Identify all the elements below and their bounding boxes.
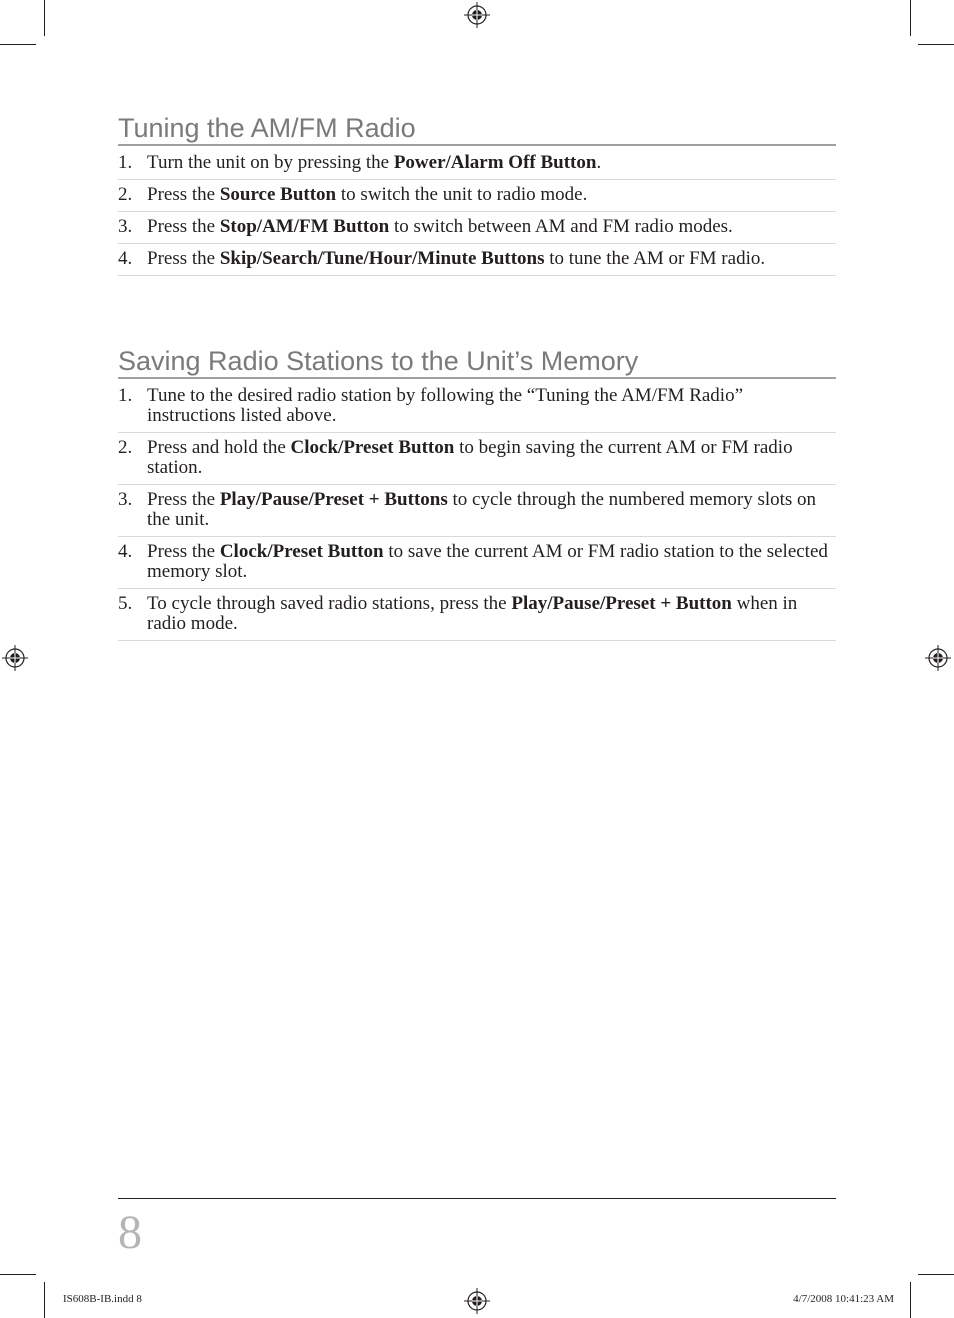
list-item: [118, 244, 836, 276]
list-item: [118, 212, 836, 244]
list-item: [118, 180, 836, 212]
step-text: .: [596, 152, 602, 173]
crop-mark: [44, 1282, 45, 1318]
step-text: Press the: [147, 184, 220, 205]
tuning-steps-list: [118, 148, 836, 276]
step-text: Press the: [147, 541, 220, 562]
step-number: 2.: [118, 437, 133, 458]
step-text: to tune the AM or FM radio.: [544, 248, 766, 269]
list-item: [118, 485, 836, 537]
step-button-name: Play/Pause/Preset + Buttons: [219, 489, 448, 510]
step-number: 2.: [118, 184, 133, 205]
step-button-name: Play/Pause/Preset + Button: [511, 593, 732, 614]
step-text: Press the: [147, 248, 220, 269]
registration-mark-icon: [2, 645, 28, 671]
step-button-name: Power/Alarm Off Button: [393, 152, 597, 173]
saving-steps-list: [118, 381, 836, 641]
registration-mark-icon: [464, 2, 490, 28]
step-number: 4.: [118, 541, 133, 562]
step-button-name: Source Button: [219, 184, 337, 205]
slug-timestamp: 4/7/2008 10:41:23 AM: [793, 1293, 894, 1305]
list-item: [118, 381, 836, 433]
section-title-saving: Saving Radio Stations to the Unit’s Memory: [118, 345, 836, 379]
list-item: [118, 148, 836, 180]
registration-mark-icon: [925, 645, 951, 671]
step-text: to cycle through the numbered memory slots on the unit.: [147, 489, 817, 530]
crop-mark: [918, 44, 954, 45]
step-text: when in radio mode.: [147, 593, 798, 634]
crop-mark: [910, 0, 911, 36]
list-item: [118, 589, 836, 641]
step-text: Tune to the desired radio station by following the “Tuning the AM/FM Radio” instructions listed above.: [147, 385, 744, 426]
crop-mark: [0, 1274, 36, 1275]
step-button-name: Clock/Preset Button: [290, 437, 455, 458]
crop-mark: [44, 0, 45, 36]
list-item: [118, 537, 836, 589]
step-button-name: Skip/Search/Tune/Hour/Minute Buttons: [219, 248, 545, 269]
section-title-tuning: Tuning the AM/FM Radio: [118, 112, 836, 146]
step-text: to begin saving the current AM or FM radio station.: [147, 437, 793, 478]
page-number: 8: [118, 1206, 142, 1259]
slug-filename: IS608B-IB.indd 8: [63, 1293, 142, 1305]
step-number: 3.: [118, 489, 133, 510]
step-number: 3.: [118, 216, 133, 237]
step-text: Turn the unit on by pressing the: [147, 152, 394, 173]
step-number: 1.: [118, 385, 133, 406]
step-text: To cycle through saved radio stations, press the: [147, 593, 512, 614]
step-text: Press and hold the: [147, 437, 291, 458]
step-text: to save the current AM or FM radio station to the selected memory slot.: [147, 541, 828, 582]
crop-mark: [0, 44, 36, 45]
step-text: Press the: [147, 489, 220, 510]
step-button-name: Stop/AM/FM Button: [219, 216, 390, 237]
step-number: 4.: [118, 248, 133, 269]
step-number: 5.: [118, 593, 133, 614]
registration-mark-icon: [464, 1288, 490, 1314]
step-text: to switch between AM and FM radio modes.: [389, 216, 733, 237]
crop-mark: [918, 1274, 954, 1275]
footer-rule: [118, 1198, 836, 1199]
step-button-name: Clock/Preset Button: [219, 541, 384, 562]
step-text: Press the: [147, 216, 220, 237]
list-item: [118, 433, 836, 485]
crop-mark: [910, 1282, 911, 1318]
step-number: 1.: [118, 152, 133, 173]
step-text: to switch the unit to radio mode.: [336, 184, 588, 205]
